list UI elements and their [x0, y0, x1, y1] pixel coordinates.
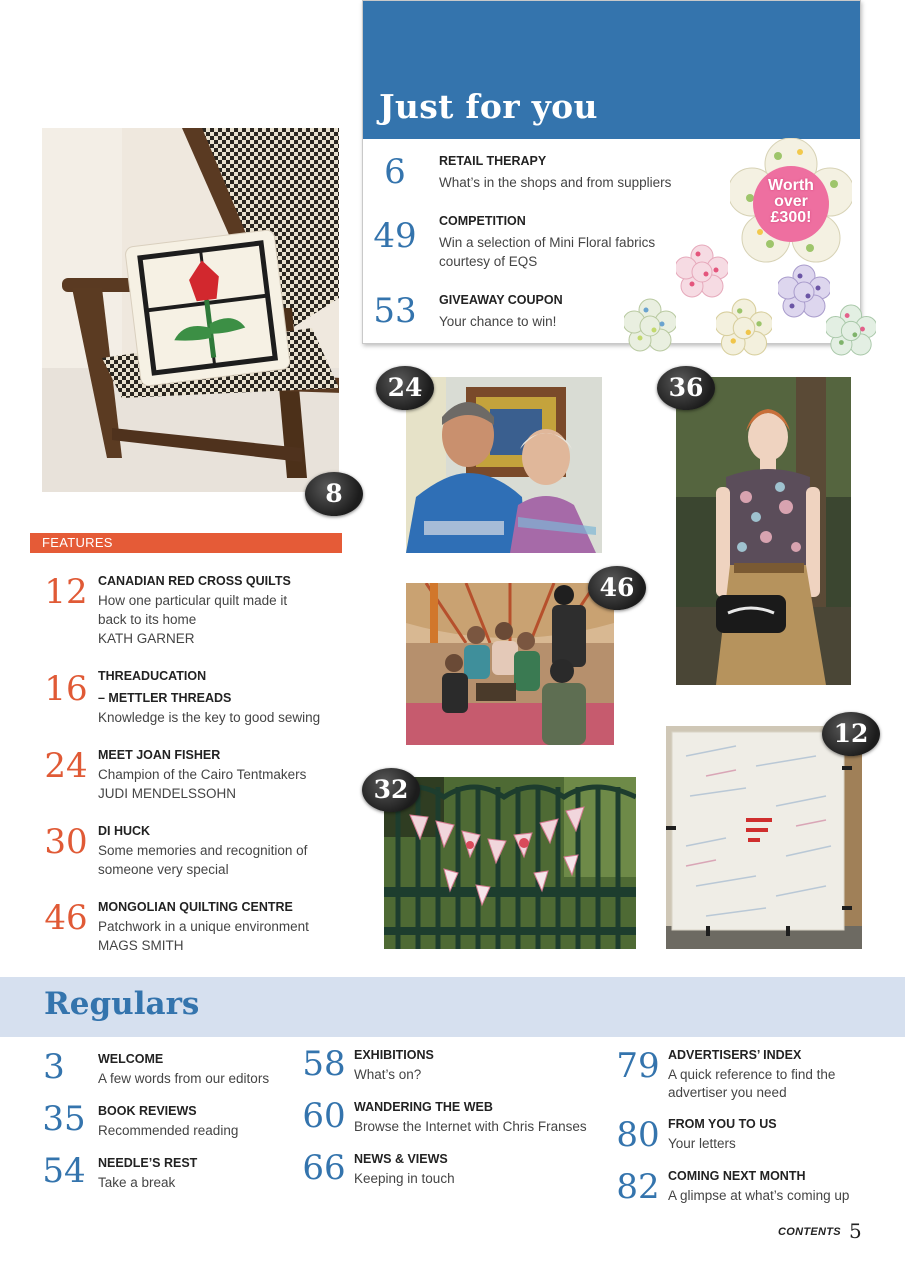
jfy-page-number: 53	[373, 291, 417, 331]
jfy-item-desc: What’s in the shops and from suppliers	[439, 175, 672, 190]
regular-title: NEWS & VIEWS	[354, 1152, 448, 1166]
feature-desc-line: Champion of the Cairo Tentmakers	[98, 767, 307, 782]
regular-title: WELCOME	[98, 1052, 164, 1066]
regular-title: EXHIBITIONS	[354, 1048, 434, 1062]
photo-joan-fisher	[406, 377, 602, 553]
regular-page-number: 66	[302, 1148, 346, 1188]
jfy-item-desc: Your chance to win!	[439, 314, 557, 329]
regular-title: COMING NEXT MONTH	[668, 1169, 806, 1183]
page-badge-fence: 32	[362, 768, 420, 812]
flower-green-icon	[624, 298, 676, 352]
jfy-item-title: GIVEAWAY COUPON	[439, 293, 563, 307]
feature-desc-line: back to its home	[98, 612, 197, 627]
jfy-item-title: COMPETITION	[439, 214, 526, 228]
regular-title: BOOK REVIEWS	[98, 1104, 197, 1118]
feature-desc-line: someone very special	[98, 862, 229, 877]
feature-title: DI HUCK	[98, 824, 151, 838]
jfy-item-title: RETAIL THERAPY	[439, 154, 547, 168]
flower-pink-icon	[676, 244, 728, 298]
feature-desc-line: Some memories and recognition of	[98, 843, 308, 858]
feature-page-number: 12	[44, 572, 88, 612]
feature-author: KATH GARNER	[98, 631, 195, 646]
page-badge-quilt: 12	[822, 712, 880, 756]
feature-desc-line: How one particular quilt made it	[98, 593, 288, 608]
regular-desc: Keeping in touch	[354, 1171, 455, 1186]
page-badge-yurt: 46	[588, 566, 646, 610]
photo-woman-outdoors	[676, 377, 851, 685]
regular-page-number: 3	[43, 1047, 65, 1087]
regular-page-number: 82	[616, 1167, 660, 1207]
jfy-item-desc: Win a selection of Mini Floral fabrics courtesy of EQS	[439, 235, 656, 269]
worth-badge-text	[748, 178, 834, 226]
feature-author: MAGS SMITH	[98, 938, 184, 953]
feature-title: CANADIAN RED CROSS QUILTS	[98, 574, 291, 588]
flower-purple-icon	[778, 264, 830, 318]
feature-title-line-2: – METTLER THREADS	[98, 691, 232, 705]
regular-desc: Recommended reading	[98, 1123, 239, 1138]
photo-bunting-fence	[384, 777, 636, 949]
regular-desc: A glimpse at what’s coming up	[668, 1188, 850, 1203]
feature-page-number: 16	[44, 669, 88, 709]
feature-title: MEET JOAN FISHER	[98, 748, 221, 762]
flower-cream-icon	[716, 298, 772, 356]
feature-desc-line: Knowledge is the key to good sewing	[98, 710, 321, 725]
photo-mongolian-yurt	[406, 583, 614, 745]
feature-page-number: 46	[44, 898, 88, 938]
regular-desc: Browse the Internet with Chris Franses	[354, 1119, 587, 1134]
worth-line-3: £300!	[770, 209, 812, 226]
worth-line-2: over	[774, 193, 808, 210]
regular-desc: Take a break	[98, 1175, 176, 1190]
photo-red-cross-quilt	[666, 726, 862, 949]
feature-author: JUDI MENDELSSOHN	[98, 786, 237, 801]
regular-page-number: 80	[616, 1115, 660, 1155]
jfy-page-number: 49	[373, 216, 417, 256]
regular-desc: A quick reference to find the	[668, 1067, 836, 1082]
feature-title: THREADUCATION	[98, 669, 207, 683]
regular-desc: A few words from our editors	[98, 1071, 270, 1086]
regular-title: ADVERTISERS’ INDEX	[668, 1048, 802, 1062]
regular-desc: What’s on?	[354, 1067, 422, 1082]
regular-title: WANDERING THE WEB	[354, 1100, 493, 1114]
photo-chair-cushion	[42, 128, 339, 492]
flower-mint-icon	[826, 304, 876, 356]
just-for-you-title: Just for you	[379, 87, 598, 126]
regulars-title: Regulars	[44, 986, 200, 1022]
regular-page-number: 58	[302, 1044, 346, 1084]
regular-page-number: 60	[302, 1096, 346, 1136]
features-header: FEATURES	[30, 533, 342, 553]
page-badge-chair: 8	[305, 472, 363, 516]
regular-page-number: 35	[42, 1099, 86, 1139]
regular-title: FROM YOU TO US	[668, 1117, 777, 1131]
regular-title: NEEDLE’S REST	[98, 1156, 198, 1170]
regular-page-number: 79	[616, 1046, 660, 1086]
footer-section-label: CONTENTS	[778, 1226, 841, 1238]
feature-desc-line: Patchwork in a unique environment	[98, 919, 309, 934]
feature-title: MONGOLIAN QUILTING CENTRE	[98, 900, 293, 914]
regular-page-number: 54	[42, 1151, 86, 1191]
jfy-page-number: 6	[384, 152, 406, 192]
feature-page-number: 30	[44, 822, 88, 862]
feature-page-number: 24	[44, 746, 88, 786]
regular-desc: Your letters	[668, 1136, 736, 1151]
regular-desc-line-2: advertiser you need	[668, 1085, 787, 1100]
worth-line-1: Worth	[768, 177, 814, 194]
footer-page-number: 5	[849, 1219, 862, 1243]
page-badge-woman: 36	[657, 366, 715, 410]
page-badge-joan-fisher: 24	[376, 366, 434, 410]
